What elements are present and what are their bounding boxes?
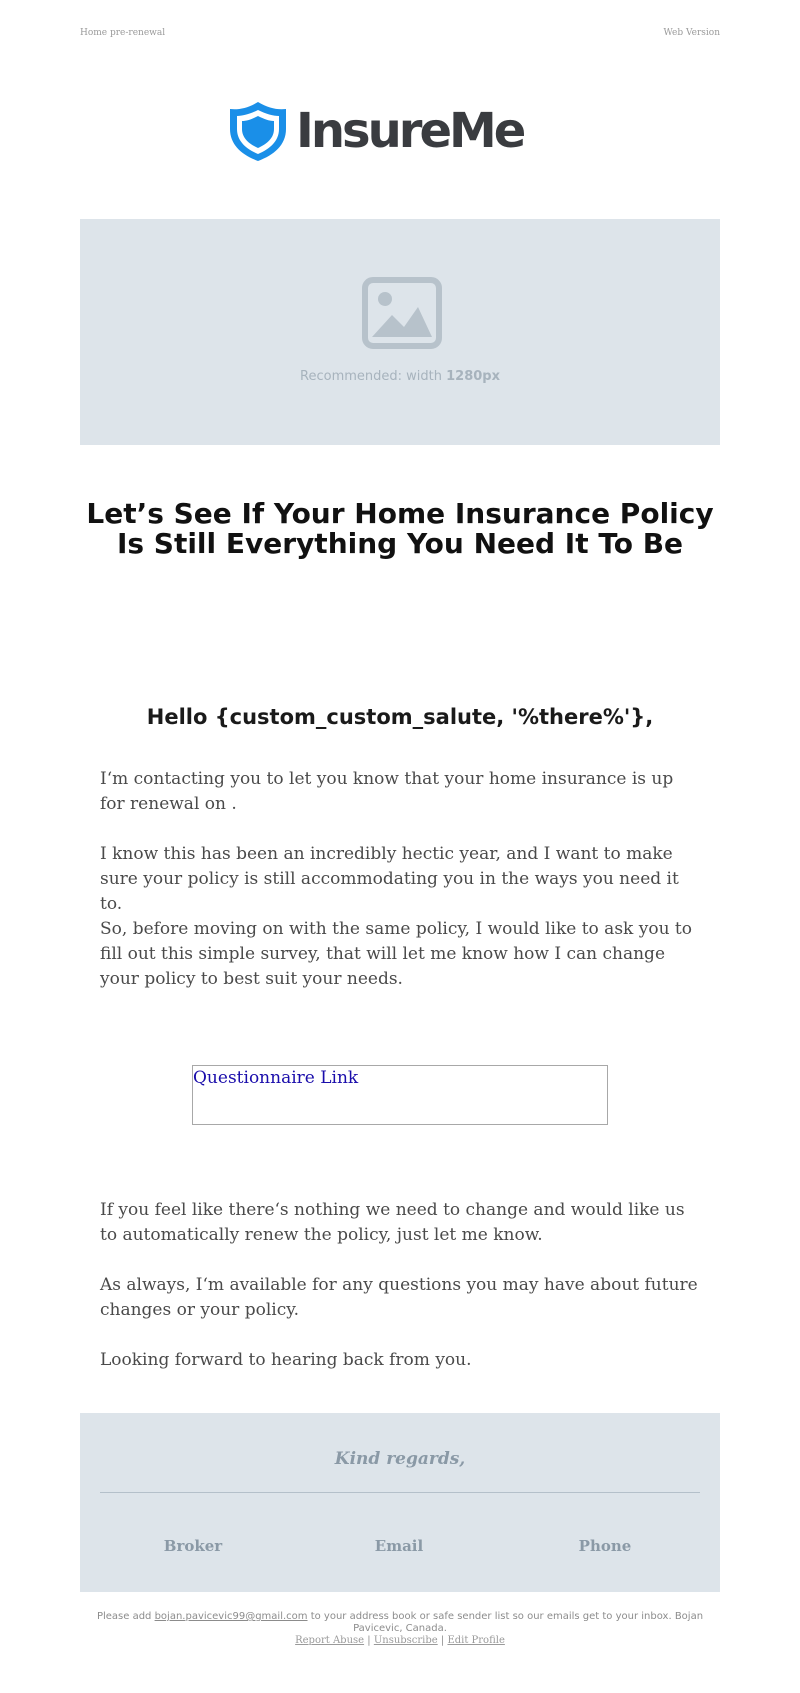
greeting: Hello {custom_custom_salute, '%there%'},: [146, 705, 654, 729]
body-paragraph-5: As always, I‘m available for any questions you may have about future changes or your policy.: [100, 1275, 698, 1320]
questionnaire-button[interactable]: [192, 1065, 608, 1125]
web-version-link[interactable]: Web Version: [663, 28, 720, 38]
body-paragraph-6: Looking forward to hearing back from you.: [100, 1350, 472, 1370]
body-paragraph-2: I know this has been an incredibly hectic year, and I want to make sure your policy is still accommodating you in the ways you need it to.: [100, 844, 679, 914]
body-paragraph-3: So, before moving on with the same policy, I would like to ask you to fill out this simple survey, that will let me know how I can change your policy to best suit your needs.: [100, 919, 693, 989]
shield-icon: [226, 99, 290, 163]
report-abuse-link[interactable]: Report Abuse: [295, 1635, 365, 1646]
image-placeholder-icon: [362, 277, 442, 349]
footer-separator: |: [440, 1635, 445, 1646]
footer-notice: Please add bojan.pavicevic99@gmail.com to your address book or safe sender list so our emails get to your inbox. Bojan Pavicevic, Canada.: [96, 1611, 704, 1634]
preheader-text: Home pre-renewal: [80, 28, 166, 38]
signature-divider: [100, 1492, 700, 1493]
hero-image-placeholder: [80, 219, 720, 445]
footer-email-link[interactable]: bojan.pavicevic99@gmail.com: [154, 1611, 308, 1622]
questionnaire-link[interactable]: Questionnaire Link: [193, 1068, 359, 1088]
insureme-logo: [226, 98, 536, 164]
logo-wordmark: InsureMe: [296, 103, 524, 159]
hero-caption: Recommended: width 1280px: [300, 369, 500, 384]
footer-separator: |: [367, 1635, 371, 1646]
body-paragraph-4: If you feel like there‘s nothing we need to change and would like us to automatically renew the policy, just let me know.: [100, 1200, 685, 1245]
signature-block: [80, 1413, 720, 1592]
signature-phone: Phone: [578, 1537, 632, 1555]
body-paragraph-1: I‘m contacting you to let you know that your home insurance is up for renewal on .: [100, 769, 674, 814]
unsubscribe-link[interactable]: Unsubscribe: [373, 1635, 438, 1646]
hero-caption-width: 1280px: [446, 369, 500, 384]
footer: [90, 1611, 710, 1647]
signature-email: Email: [374, 1537, 424, 1555]
signature-broker: Broker: [163, 1537, 223, 1555]
kind-regards: Kind regards,: [334, 1449, 466, 1469]
footer-links: [90, 1635, 710, 1647]
page-title: Let’s See If Your Home Insurance Policy Is Still Everything You Need It To Be: [86, 497, 714, 560]
edit-profile-link[interactable]: Edit Profile: [447, 1635, 505, 1646]
